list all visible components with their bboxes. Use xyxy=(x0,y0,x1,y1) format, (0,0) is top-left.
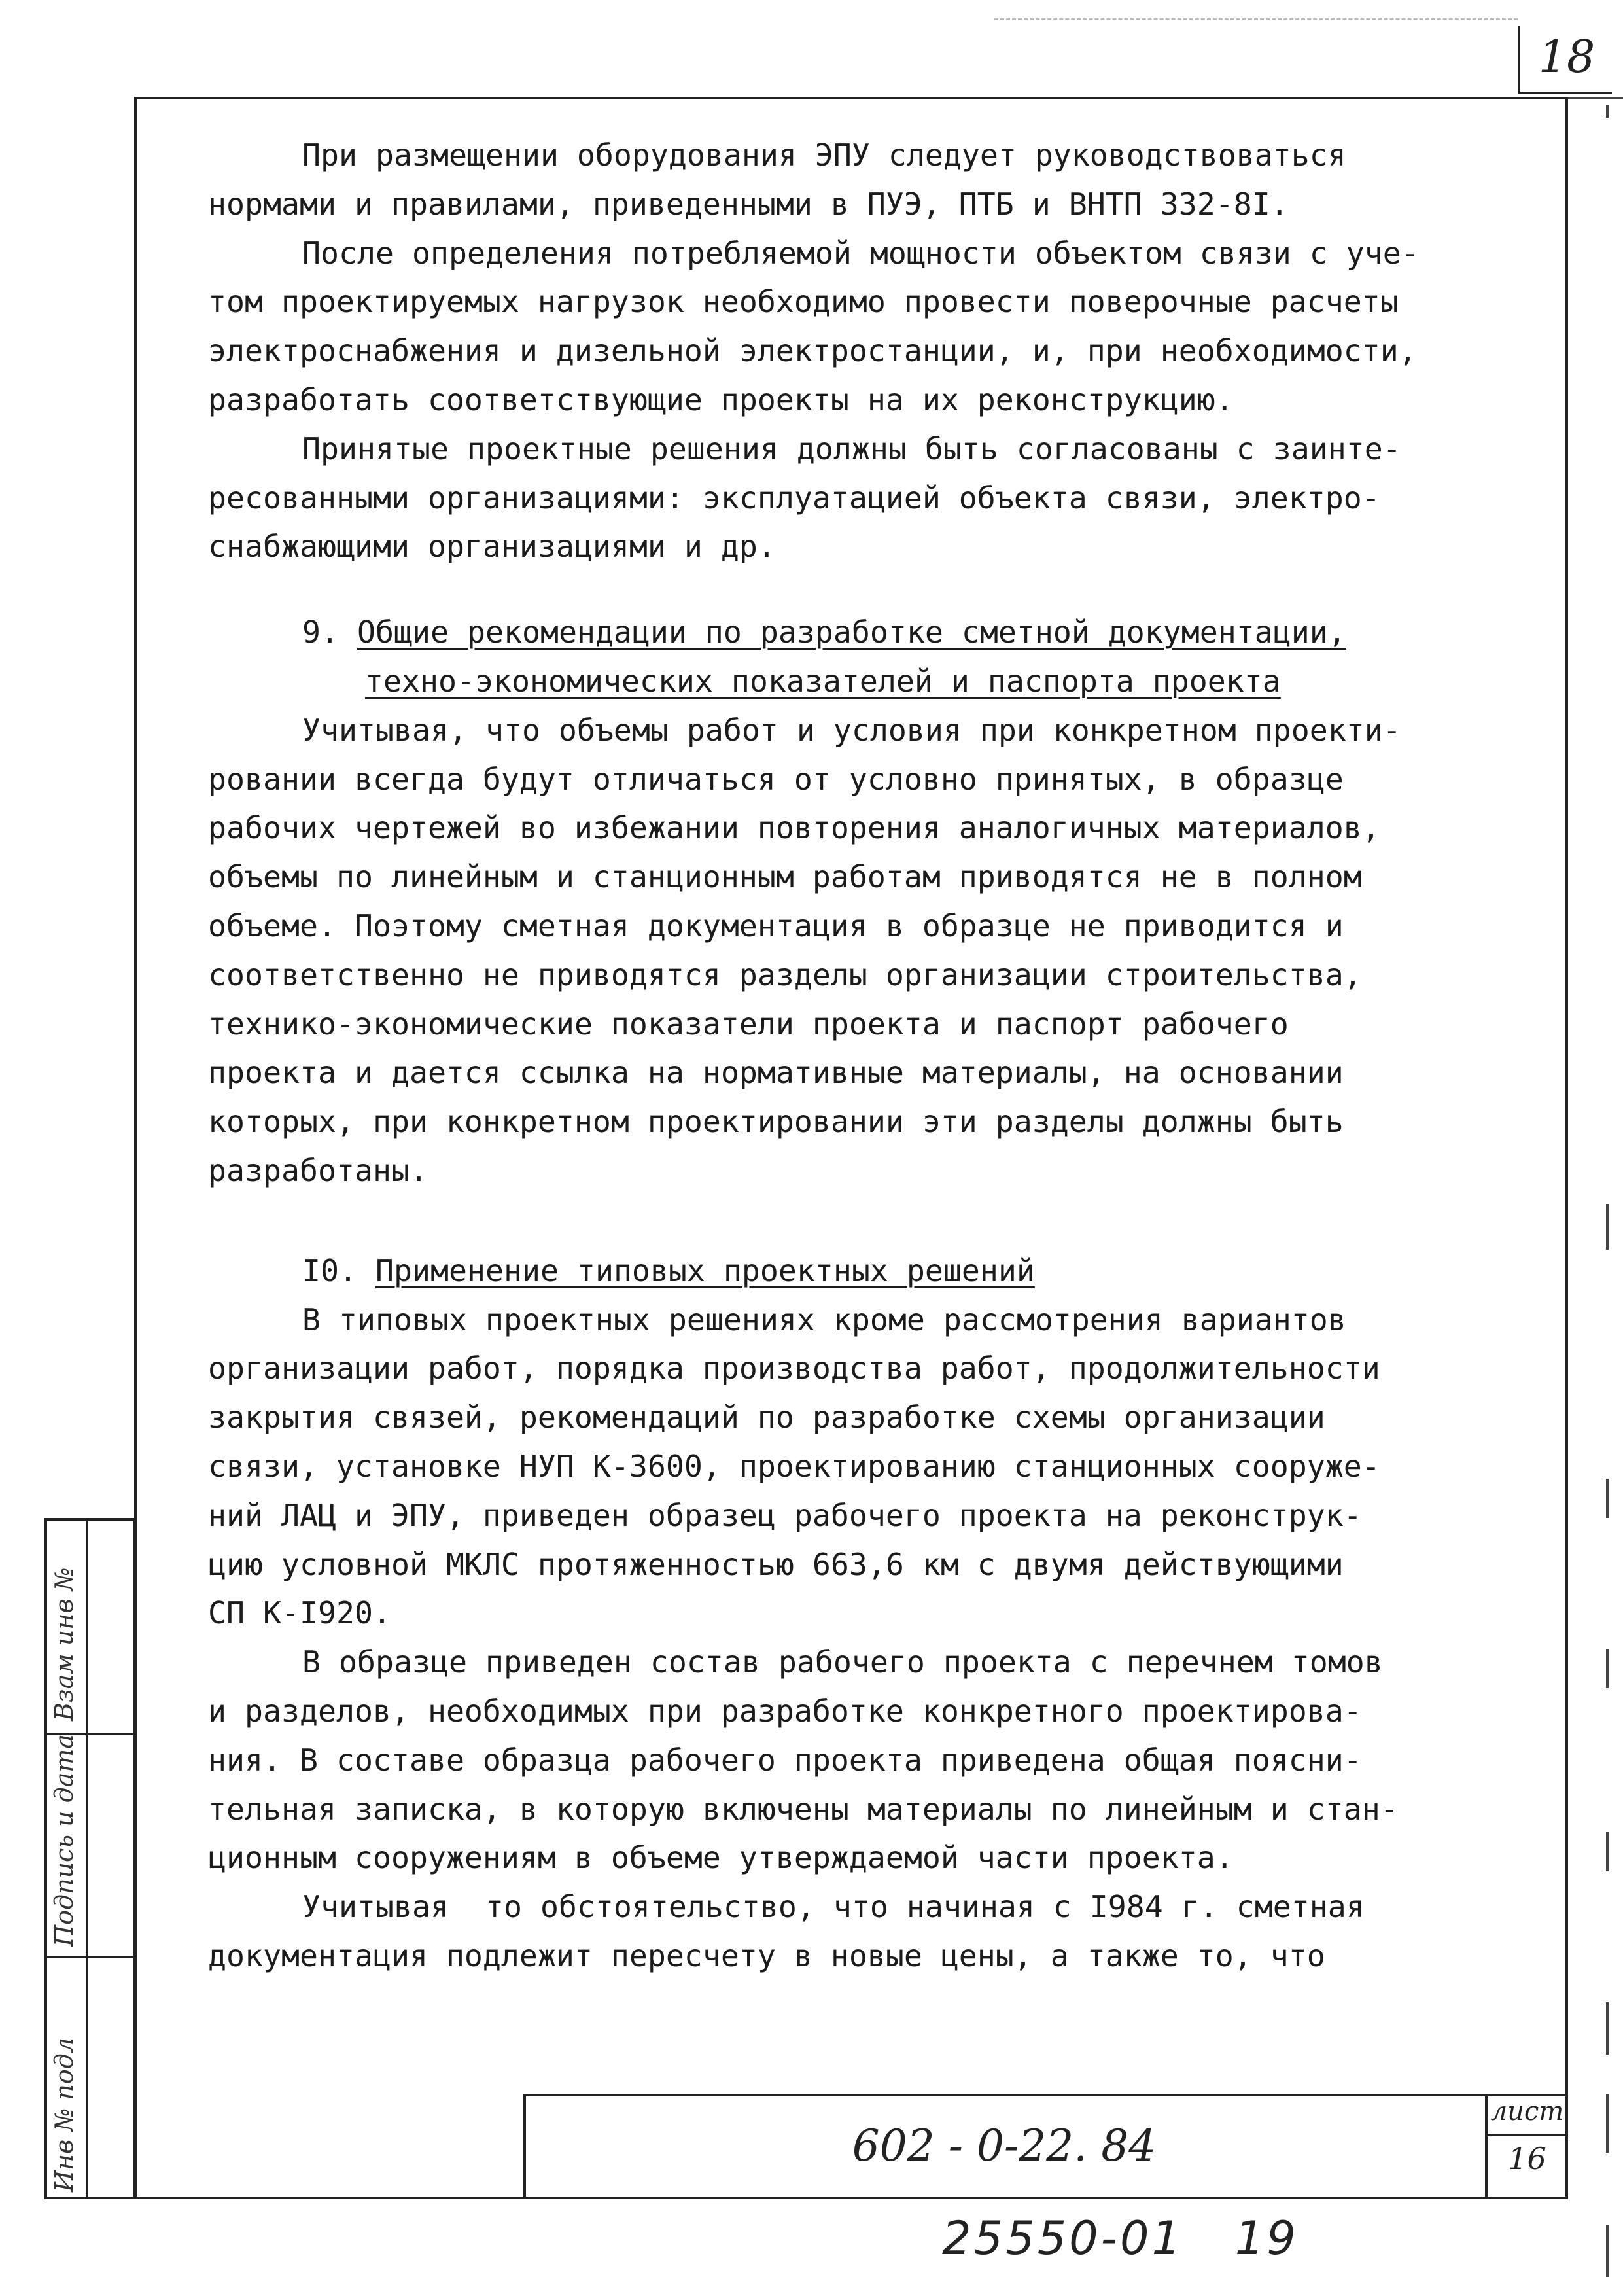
text-line: СП К-I920. xyxy=(208,1595,391,1631)
text-line: ний ЛАЦ и ЭПУ, приведен образец рабочего проекта на реконструк- xyxy=(208,1497,1362,1533)
text-line: ресованными организациями: эксплуатацией объекта связи, электро- xyxy=(208,480,1380,516)
text-line: объеме. Поэтому сметная документация в образце не приводится и xyxy=(208,908,1344,944)
section-title: Применение типовых проектных решений xyxy=(375,1252,1035,1288)
frame-edge xyxy=(1568,97,1623,99)
section-10-heading xyxy=(208,1246,1529,1296)
page-number: 18 xyxy=(1538,31,1596,83)
stamp-label-inv-orig: Инв № подл xyxy=(50,2037,79,2192)
document-body xyxy=(208,131,1529,1981)
margin-mark xyxy=(1606,1649,1609,1688)
text-line: Учитывая, что объемы работ и условия при конкретном проекти- xyxy=(302,712,1401,748)
text-line: ния. В составе образца рабочего проекта приведена общая поясни- xyxy=(208,1742,1362,1778)
text-line: снабжающими организациями и др. xyxy=(208,529,776,565)
text-line: Учитывая то обстоятельство, что начиная с I984 г. сметная xyxy=(302,1889,1365,1925)
document-designation: 602 - 0-22. 84 xyxy=(852,2121,1157,2171)
text-line: которых, при конкретном проектировании эти разделы должны быть xyxy=(208,1104,1344,1140)
stamp-label-sign-date: Подпись и дата xyxy=(50,1733,79,1947)
margin-mark xyxy=(1606,2225,1609,2277)
text-line: При размещении оборудования ЭПУ следует руководствоваться xyxy=(302,137,1346,173)
text-line: В типовых проектных решениях кроме рассмотрения вариантов xyxy=(302,1301,1346,1337)
section-9-heading-cont xyxy=(208,657,1529,706)
text-line: разработаны. xyxy=(208,1152,428,1188)
sheet-number: 16 xyxy=(1508,2141,1546,2176)
text-line: В образце приведен состав рабочего проекта с перечнем томов xyxy=(302,1644,1383,1680)
text-line: связи, установке НУП К-3600, проектированию станционных сооруже- xyxy=(208,1448,1380,1484)
text-line: нормами и правилами, приведенными в ПУЭ, ПТБ и ВНТП 332-8I. xyxy=(208,186,1289,222)
spacer xyxy=(208,571,1529,608)
spacer xyxy=(208,1195,1529,1246)
section-9-heading xyxy=(208,608,1529,657)
top-dashed-line xyxy=(994,18,1518,20)
margin-mark xyxy=(1606,2002,1609,2055)
archive-number: 25550-01 19 xyxy=(942,2212,1299,2265)
stamp-label-replace: Взам инв № xyxy=(50,1567,79,1721)
margin-mark xyxy=(1606,1832,1609,1871)
text-line: технико-экономические показатели проекта и паспорт рабочего xyxy=(208,1006,1289,1042)
text-line: рабочих чертежей во избежании повторения аналогичных материалов, xyxy=(208,810,1380,846)
sheet-label: лист xyxy=(1490,2096,1564,2127)
text-line: ровании всегда будут отличаться от условно принятых, в образце xyxy=(208,761,1344,797)
stamp-row-divider xyxy=(47,1956,133,1958)
text-line: объемы по линейным и станционным работам приводятся не в полном xyxy=(208,859,1362,895)
text-line: разработать соответствующие проекты на их реконструкцию. xyxy=(208,381,1234,417)
text-line: ционным сооружениям в объеме утверждаемой части проекта. xyxy=(208,1840,1234,1876)
sheet-box-divider xyxy=(1488,2134,1568,2136)
margin-mark xyxy=(1606,1479,1609,1518)
text-line: тельная записка, в которую включены материалы по линейным и стан- xyxy=(208,1791,1399,1827)
margin-mark xyxy=(1606,1204,1609,1250)
section-number: I0. xyxy=(302,1252,357,1288)
margin-mark xyxy=(1606,2094,1609,2153)
text-line: Принятые проектные решения должны быть согласованы с заинте- xyxy=(302,431,1401,467)
text-line: закрытия связей, рекомендаций по разработке схемы организации xyxy=(208,1400,1325,1436)
section-title: техно-экономических показателей и паспорта проекта xyxy=(365,663,1281,699)
text-line: После определения потребляемой мощности объектом связи с уче- xyxy=(302,235,1420,271)
text-line: документация подлежит пересчету в новые цены, а также то, что xyxy=(208,1937,1325,1973)
text-line: и разделов, необходимых при разработке конкретного проектирова- xyxy=(208,1693,1362,1729)
text-line: организации работ, порядка производства работ, продолжительности xyxy=(208,1351,1380,1386)
text-line: электроснабжения и дизельной электростанции, и, при необходимости, xyxy=(208,333,1417,369)
text-line: цию условной МКЛС протяженностью 663,6 км с двумя действующими xyxy=(208,1546,1344,1582)
text-line: соответственно не приводятся разделы организации строительства, xyxy=(208,957,1362,993)
text-line: том проектируемых нагрузок необходимо провести поверочные расчеты xyxy=(208,284,1399,320)
section-number: 9. xyxy=(302,614,339,650)
section-title: Общие рекомендации по разработке сметной документации, xyxy=(357,614,1346,650)
margin-mark xyxy=(1606,105,1609,118)
text-line: проекта и дается ссылка на нормативные материалы, на основании xyxy=(208,1055,1344,1091)
stamp-column-divider xyxy=(86,1521,88,2197)
